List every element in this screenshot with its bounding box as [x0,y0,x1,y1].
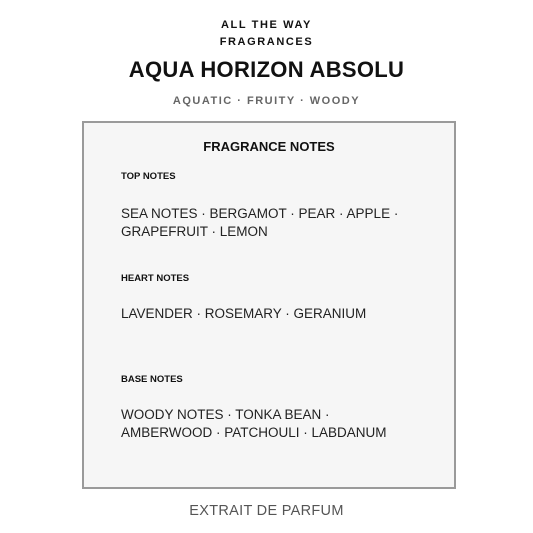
base-notes-text: WOODY NOTES · TONKA BEAN · AMBERWOOD · PATCHOULI · LABDANUM [121,407,387,440]
brand-name [0,17,533,51]
card-heading: FRAGRANCE NOTES [203,139,335,154]
top-notes-text: SEA NOTES · BERGAMOT · PEAR · APPLE · GRAPEFRUIT · LEMON [121,206,399,239]
base-notes-label: BASE NOTES [121,374,183,385]
brand-line-2: FRAGRANCES [219,36,314,48]
scent-accords: AQUATIC · FRUITY · WOODY [172,95,361,107]
fragrance-notes-card [82,121,456,489]
concentration-label: EXTRAIT DE PARFUM [189,503,344,519]
product-title: AQUA HORIZON ABSOLU [128,57,405,82]
heart-notes-text: LAVENDER · ROSEMARY · GERANIUM [121,306,367,321]
top-notes-label: TOP NOTES [121,171,176,182]
heart-notes-label: HEART NOTES [121,273,190,284]
brand-line-1: ALL THE WAY [221,19,312,31]
